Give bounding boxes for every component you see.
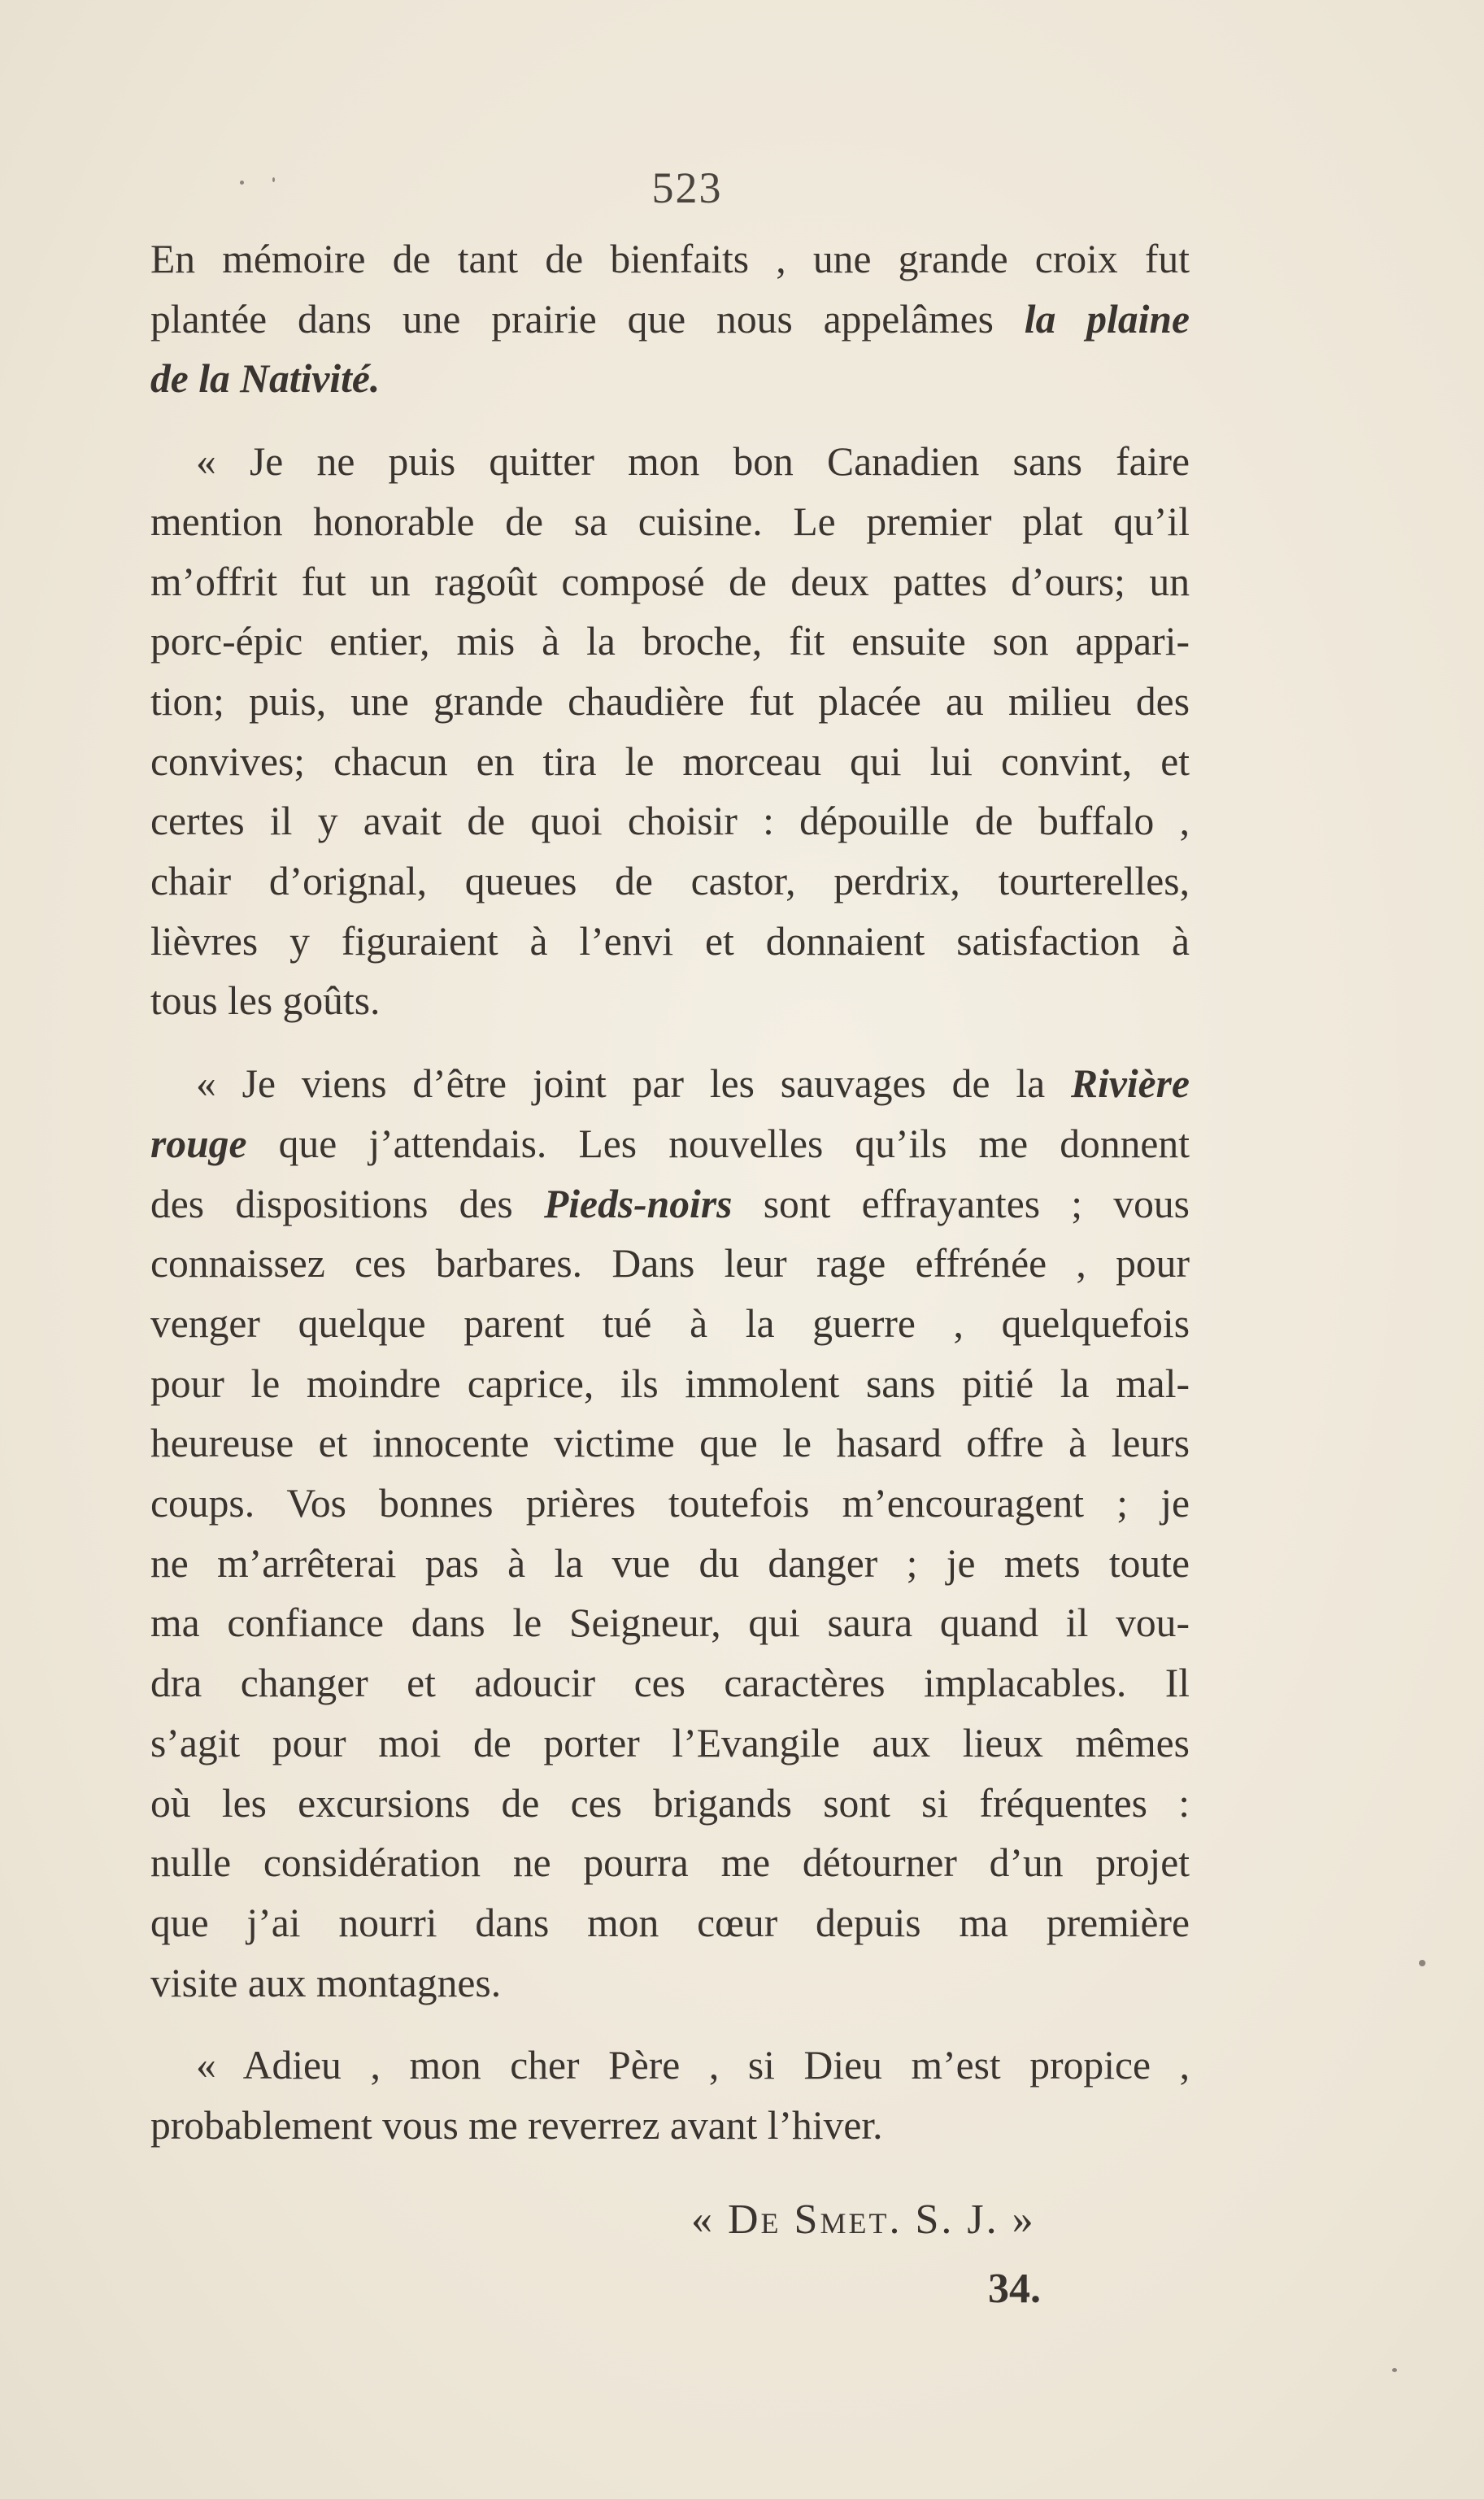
text-line: certes il y avait de quoi choisir : dépouille de buffalo ,	[150, 799, 1190, 844]
text-line: ne m’arrêterai pas à la vue du danger ; je mets toute	[150, 1540, 1190, 1586]
sheet-signature-number: 34.	[988, 2266, 1041, 2312]
text-line: tous les goûts.	[150, 978, 381, 1024]
text-line: « Adieu , mon cher Père , si Dieu m’est propice ,	[196, 2043, 1190, 2088]
paragraph	[150, 2035, 1190, 2155]
italic-phrase: Pieds-noirs	[543, 1181, 733, 1226]
italic-phrase: rouge	[150, 1121, 247, 1166]
paper-speck	[1419, 1960, 1425, 1966]
text-line: lièvres y figuraient à l’envi et donnaient satisfaction à	[150, 918, 1190, 964]
italic-phrase: la plaine	[1024, 296, 1190, 342]
text-line: En mémoire de tant de bienfaits , une grande croix fut	[150, 237, 1190, 281]
paragraph	[150, 432, 1190, 1031]
text-line: visite aux montagnes.	[150, 1960, 502, 2005]
body-text	[150, 229, 1190, 2156]
text-line	[150, 349, 1190, 409]
text-line: où les excursions de ces brigands sont si fréquentes :	[150, 1780, 1190, 1826]
text-line: coups. Vos bonnes prières toutefois m’encouragent ; je	[150, 1481, 1190, 1526]
signature-name: De Smet. S. J.	[728, 2196, 999, 2243]
text-line: chair d’orignal, queues de castor, perdrix, tourterelles,	[150, 859, 1190, 904]
text-line: mention honorable de sa cuisine. Le premier plat qu’il	[150, 498, 1190, 544]
text-line: rouge que j’attendais. Les nouvelles qu’ils me donnent	[150, 1121, 1190, 1166]
page-number: 523	[651, 163, 723, 212]
text-line: porc-épic entier, mis à la broche, fit ensuite son appari-	[150, 619, 1190, 664]
paper-speck	[272, 177, 275, 182]
italic-phrase: de la Nativité.	[150, 356, 381, 402]
italic-phrase: Rivière	[1071, 1061, 1190, 1107]
paragraph	[150, 229, 1190, 409]
text-line: que j’ai nourri dans mon cœur depuis ma première	[150, 1900, 1190, 1945]
text-line: tion; puis, une grande chaudière fut placée au milieu des	[150, 678, 1190, 724]
text-line: venger quelque parent tué à la guerre , quelquefois	[150, 1300, 1190, 1346]
signature-open-quote: «	[691, 2196, 715, 2243]
text-line: probablement vous me reverrez avant l’hiver.	[150, 2103, 883, 2149]
text-line: des dispositions des Pieds-noirs sont effrayantes ; vous	[150, 1181, 1190, 1226]
text-line: pour le moindre caprice, ils immolent sans pitié la mal-	[150, 1361, 1190, 1406]
paper-speck	[240, 181, 244, 185]
paragraph	[150, 1054, 1190, 2013]
text-line: convives; chacun en tira le morceau qui lui convint, et	[150, 738, 1190, 784]
text-line: s’agit pour moi de porter l’Evangile aux lieux mêmes	[150, 1720, 1190, 1765]
signature	[691, 2196, 1036, 2244]
text-line: ma confiance dans le Seigneur, qui saura quand il vou-	[150, 1600, 1190, 1646]
text-line: plantée dans une prairie que nous appelâmes la plaine	[150, 296, 1190, 342]
paper-speck	[1392, 2368, 1397, 2372]
text-line: « Je ne puis quitter mon bon Canadien sans faire	[196, 439, 1190, 485]
signature-close-quote: »	[1012, 2196, 1036, 2243]
text-line: heureuse et innocente victime que le hasard offre à leurs	[150, 1421, 1190, 1466]
text-line: dra changer et adoucir ces caractères implacables. Il	[150, 1661, 1190, 1706]
text-line: « Je viens d’être joint par les sauvages de la Rivière	[196, 1061, 1190, 1107]
text-line: connaissez ces barbares. Dans leur rage effrénée , pour	[150, 1241, 1190, 1287]
text-line: nulle considération ne pourra me détourner d’un projet	[150, 1840, 1190, 1886]
text-line: m’offrit fut un ragoût composé de deux pattes d’ours; un	[150, 559, 1190, 604]
